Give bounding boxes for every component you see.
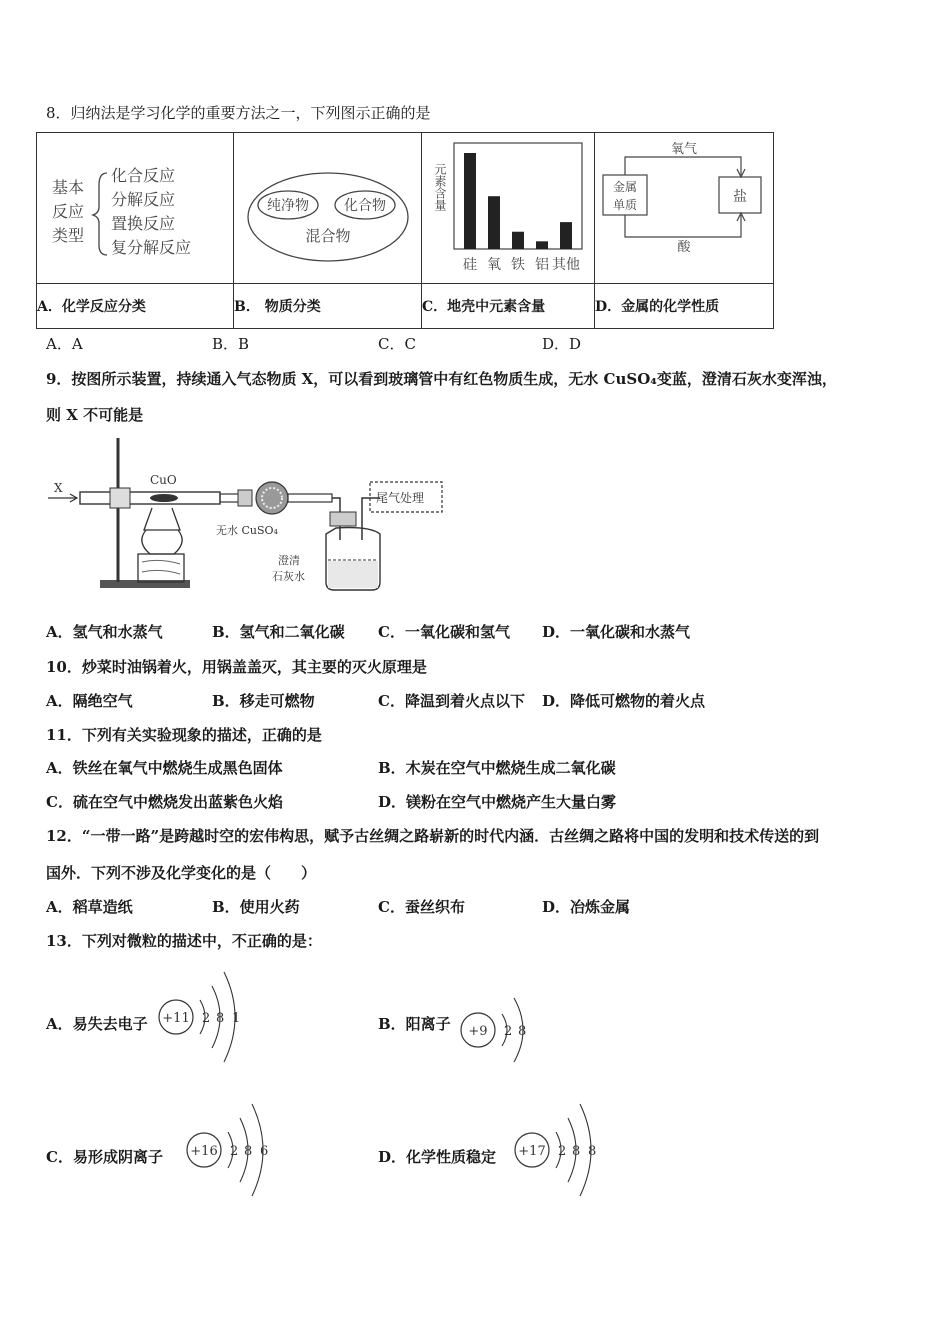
stand-base	[100, 580, 190, 588]
bar-3	[512, 232, 524, 249]
tail-gas-label: 尾气处理	[376, 491, 425, 505]
cuo-powder	[150, 494, 178, 502]
q9-stem-line2: 则 X 不可能是	[46, 406, 144, 424]
shell-d-1: 2	[558, 1144, 567, 1159]
shell-b-1: 2	[504, 1024, 513, 1039]
q11-option-b[interactable]: B．木炭在空气中燃烧生成二氧化碳	[378, 759, 616, 777]
shell-b-2: 8	[518, 1024, 527, 1039]
panel-a-item-3: 置换反应	[111, 214, 176, 233]
q8-panel-b	[234, 133, 422, 284]
q12-option-b[interactable]: B．使用火药	[212, 898, 300, 916]
bar-5	[560, 222, 572, 249]
panel-a-left-3: 类型	[52, 226, 85, 245]
q13-option-b[interactable]: B．阳离子	[378, 1015, 451, 1033]
substance-classification-diagram	[234, 133, 421, 279]
q10-option-b[interactable]: B．移走可燃物	[212, 692, 315, 710]
cuso4-drying-bulb	[256, 482, 288, 514]
atom-diagram-b	[456, 978, 566, 1088]
q8-option-a[interactable]: A．A	[46, 335, 83, 353]
q8-figure-table	[36, 132, 774, 329]
q10-stem: 10．炒菜时油锅着火，用锅盖盖灭，其主要的灭火原理是	[46, 658, 427, 676]
q8-option-d[interactable]: D．D	[542, 335, 582, 353]
q8-option-b[interactable]: B．B	[212, 335, 250, 353]
panel-b-inner-1: 纯净物	[267, 198, 309, 214]
bar-4	[536, 241, 548, 249]
panel-d-top: 氧气	[670, 142, 698, 157]
bar-label-5: 其他	[552, 257, 580, 273]
q8-panel-c	[422, 133, 595, 284]
q11-stem: 11．下列有关实验现象的描述，正确的是	[46, 726, 322, 744]
shell-c-1: 2	[230, 1144, 239, 1159]
panel-a-left-2: 反应	[52, 202, 85, 221]
q9-apparatus-figure	[40, 430, 460, 600]
q11-option-c[interactable]: C．硫在空气中燃烧发出蓝紫色火焰	[46, 793, 283, 811]
q12-stem-line1: 12．“一带一路”是跨越时空的宏伟构思，赋予古丝绸之路崭新的时代内涵．古丝绸之路将中国的发明和技术传送的到	[46, 827, 820, 845]
element-content-bar-chart	[422, 133, 594, 279]
nucleus-charge-d: +17	[518, 1144, 546, 1159]
shell-a-2: 8	[216, 1011, 225, 1026]
reaction-classification-diagram	[37, 133, 233, 279]
q8-option-c[interactable]: C．C	[378, 335, 416, 353]
q10-option-a[interactable]: A．隔绝空气	[46, 692, 133, 710]
panel-a-item-1: 化合反应	[111, 166, 176, 185]
q13-stem: 13．下列对微粒的描述中，不正确的是：	[46, 932, 322, 950]
bar-1	[464, 153, 476, 249]
q9-option-a[interactable]: A．氢气和水蒸气	[46, 623, 163, 641]
alcohol-lamp	[142, 530, 182, 554]
q12-option-a[interactable]: A．稻草造纸	[46, 898, 133, 916]
q11-option-a[interactable]: A．铁丝在氧气中燃烧生成黑色固体	[46, 759, 283, 777]
panel-d-bottom: 酸	[677, 240, 691, 255]
nucleus-charge-b: +9	[468, 1024, 488, 1039]
panel-d-right: 盐	[733, 189, 747, 205]
panel-d-left-1: 金属	[612, 180, 638, 194]
cuso4-label: 无水 CuSO₄	[216, 524, 278, 537]
atom-diagram-d	[512, 1092, 622, 1202]
panel-a-item-2: 分解反应	[111, 190, 176, 209]
q8-panel-d	[595, 133, 774, 284]
bar-label-3: 铁	[511, 257, 525, 273]
bottle-stopper	[330, 512, 356, 526]
metal-properties-diagram	[595, 133, 773, 279]
chart-ylabel: 元素含量	[433, 163, 447, 211]
shell-c-3: 6	[260, 1144, 269, 1159]
shell-a-3: 1	[232, 1011, 241, 1026]
panel-d-left-2: 单质	[612, 198, 638, 212]
bar-2	[488, 196, 500, 249]
q12-option-d[interactable]: D．冶炼金属	[542, 898, 631, 916]
atom-diagram-a	[156, 960, 266, 1070]
q11-option-d[interactable]: D．镁粉在空气中燃烧产生大量白雾	[378, 793, 617, 811]
shell-a-1: 2	[202, 1011, 211, 1026]
q10-option-d[interactable]: D．降低可燃物的着火点	[542, 692, 706, 710]
shell-d-3: 8	[588, 1144, 597, 1159]
q8-caption-a: A．化学反应分类	[37, 284, 234, 329]
panel-b-outer: 混合物	[305, 227, 351, 245]
q9-option-b[interactable]: B．氢气和二氧化碳	[212, 623, 345, 641]
q13-option-c[interactable]: C．易形成阴离子	[46, 1148, 163, 1166]
q12-option-c[interactable]: C．蚕丝织布	[378, 898, 465, 916]
shell-d-2: 8	[572, 1144, 581, 1159]
q9-stem-line1: 9．按图所示装置，持续通入气态物质 X，可以看到玻璃管中有红色物质生成，无水 CuSO₄变蓝，澄清石灰水变浑浊，	[46, 370, 837, 388]
atom-diagram-c	[184, 1092, 294, 1202]
q8-caption-c: C．地壳中元素含量	[422, 284, 595, 329]
gas-x-label: X	[54, 481, 63, 495]
q13-option-a[interactable]: A．易失去电子	[46, 1015, 148, 1033]
lime-label-1: 澄清	[278, 554, 300, 567]
q10-option-c[interactable]: C．降温到着火点以下	[378, 692, 525, 710]
q8-caption-b: B． 物质分类	[234, 284, 422, 329]
q8-panel-a	[37, 133, 234, 284]
cuo-label: CuO	[150, 473, 177, 487]
q9-option-c[interactable]: C．一氧化碳和氢气	[378, 623, 510, 641]
lime-label-2: 石灰水	[272, 570, 305, 583]
bar-label-2: 氧	[487, 257, 501, 273]
wood-block	[138, 554, 184, 582]
brace-icon	[93, 173, 107, 255]
bar-label-1: 硅	[463, 257, 477, 273]
q9-option-d[interactable]: D．一氧化碳和水蒸气	[542, 623, 691, 641]
nucleus-charge-a: +11	[162, 1011, 190, 1026]
panel-b-inner-2: 化合物	[344, 198, 386, 214]
q8-stem: 8．归纳法是学习化学的重要方法之一，下列图示正确的是	[46, 104, 431, 122]
shell-c-2: 8	[244, 1144, 253, 1159]
bar-label-4: 铝	[535, 257, 549, 273]
nucleus-charge-c: +16	[190, 1144, 218, 1159]
panel-a-item-4: 复分解反应	[111, 238, 192, 257]
panel-a-left-1: 基本	[52, 178, 85, 197]
q12-stem-line2: 国外．下列不涉及化学变化的是（ ）	[46, 864, 317, 882]
q8-caption-d: D．金属的化学性质	[595, 284, 774, 329]
q13-option-d[interactable]: D．化学性质稳定	[378, 1148, 497, 1166]
